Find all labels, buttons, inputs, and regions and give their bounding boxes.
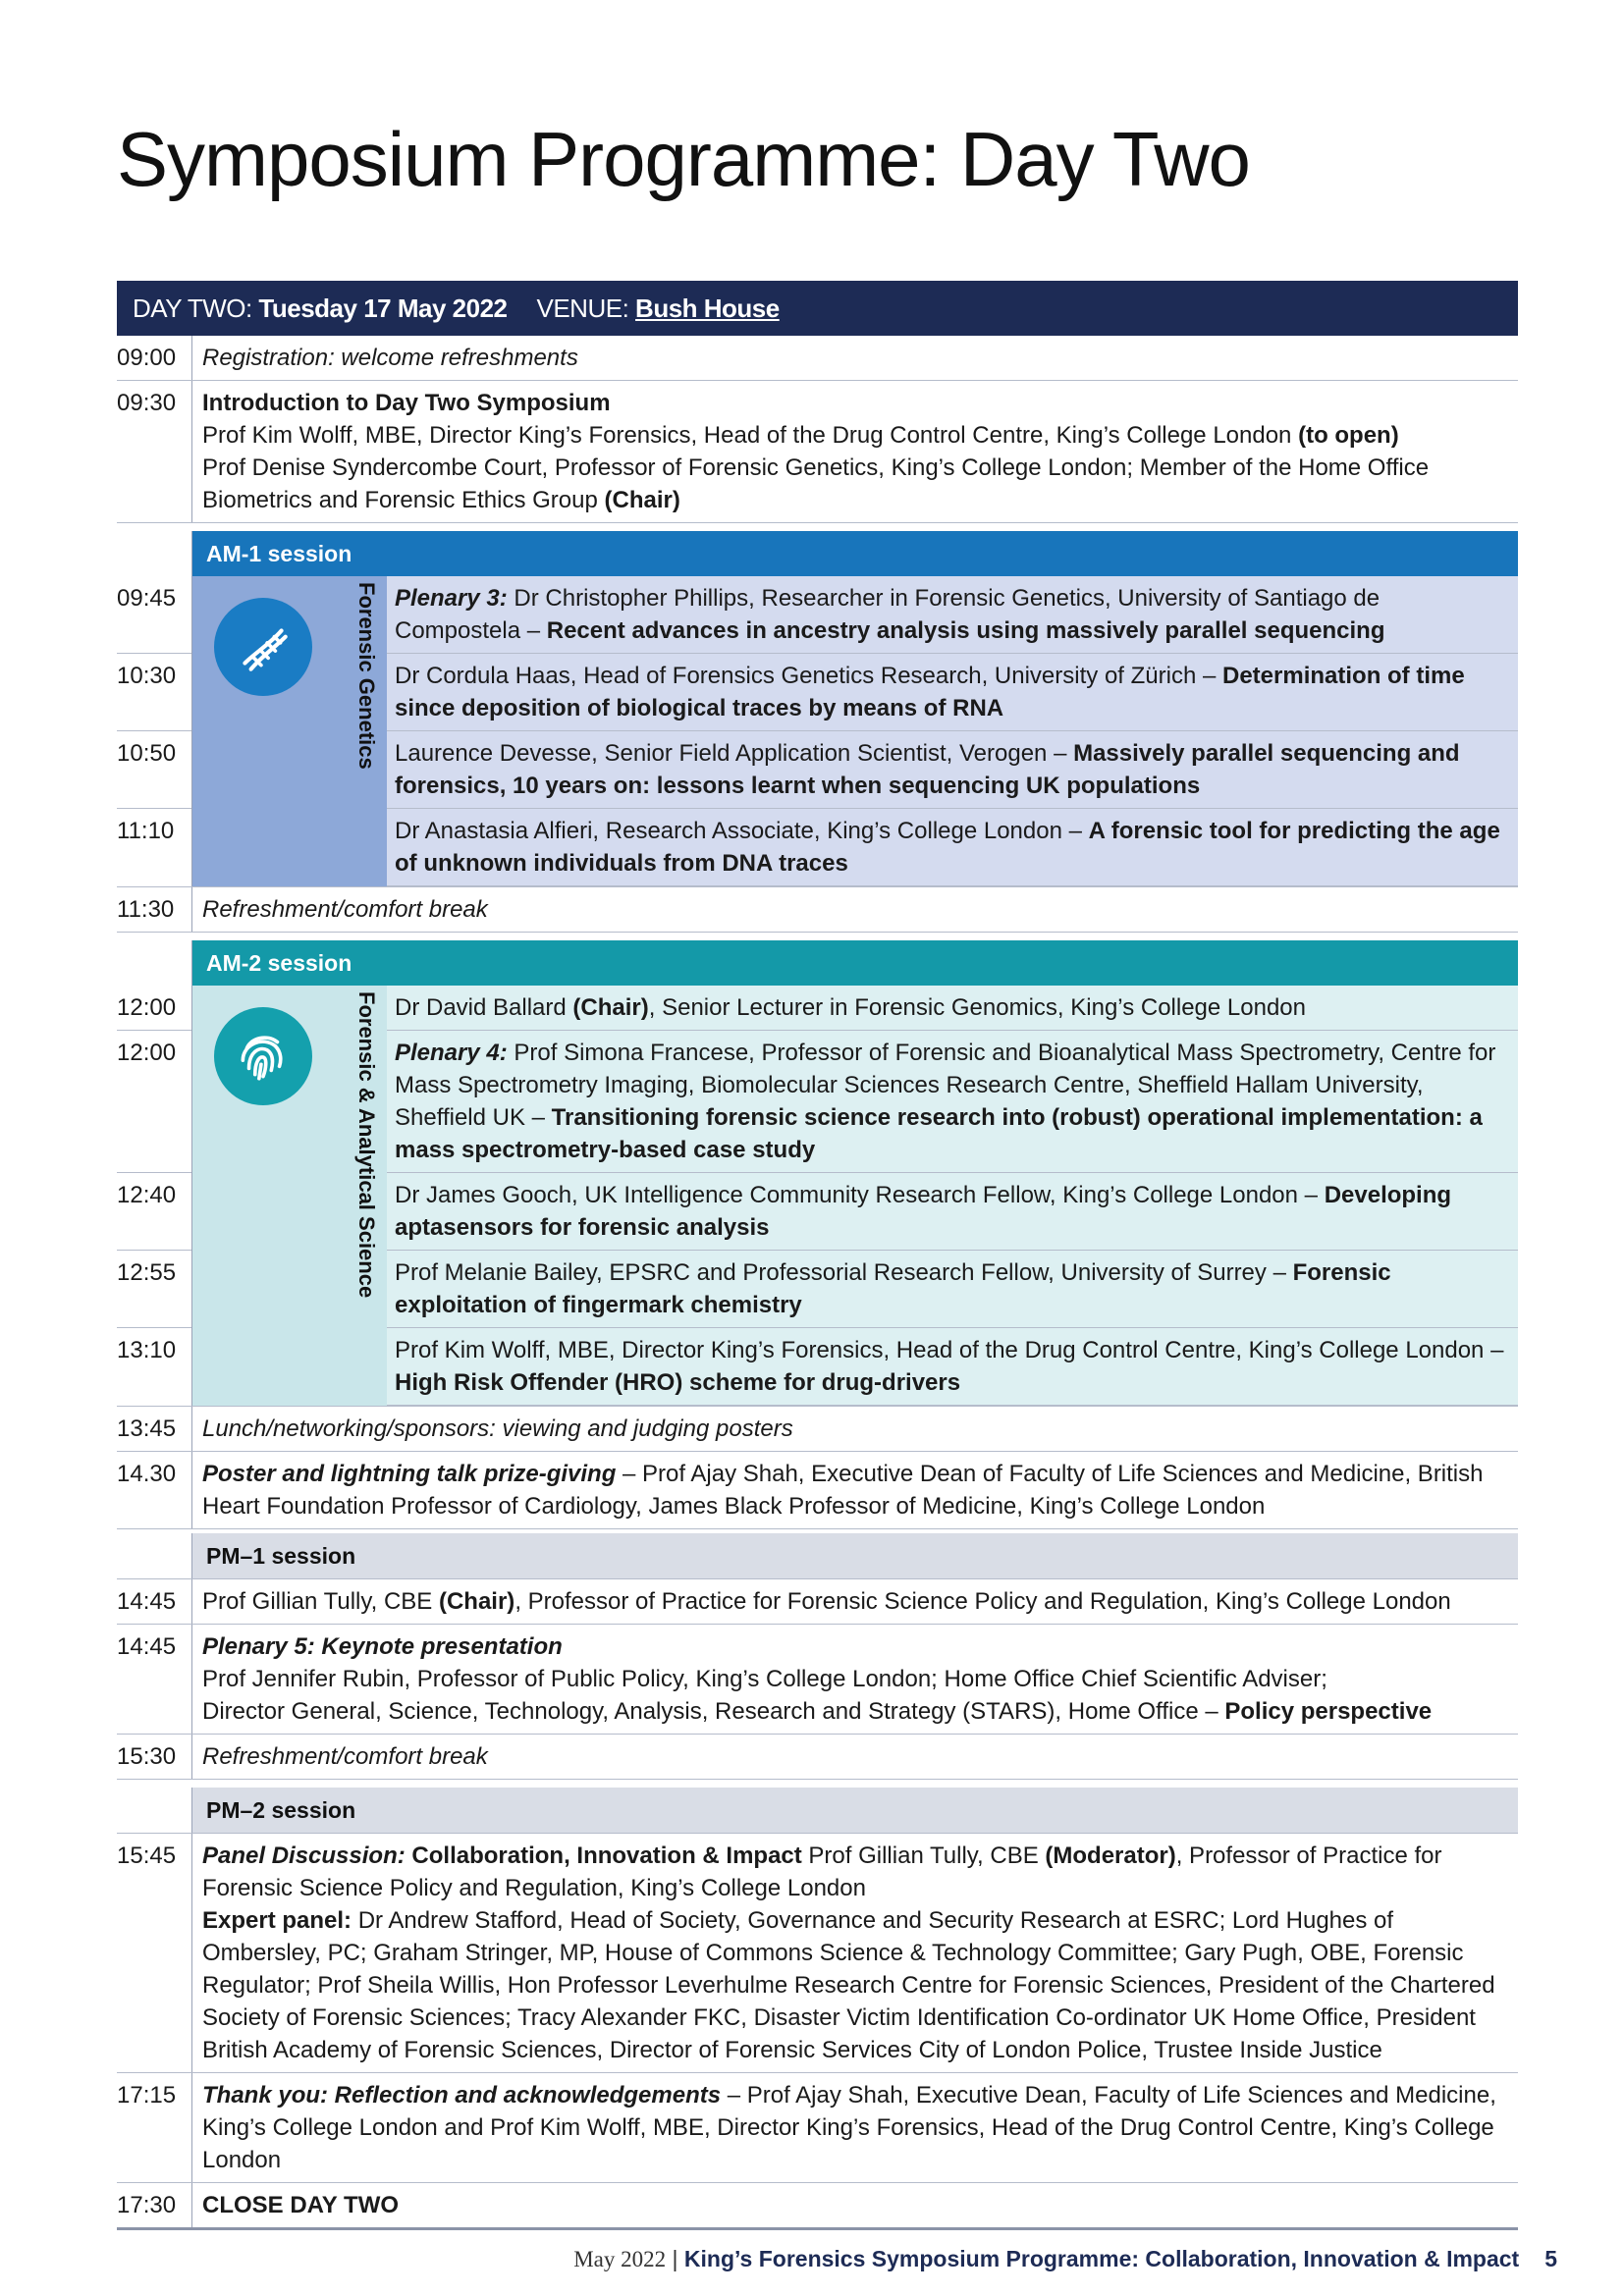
row-time: 14.30 (117, 1452, 192, 1528)
day-date: Tuesday 17 May 2022 (258, 293, 508, 323)
row-talk-title: High Risk Offender (HRO) scheme for drug-drivers (395, 1369, 961, 1396)
row-lead: Thank you: Reflection and acknowledgements (202, 2082, 722, 2109)
row-content (192, 1834, 1518, 2072)
venue-name: Bush House (635, 293, 780, 323)
pm1-session (117, 1533, 1518, 1578)
row-text: – Prof Ajay Shah, Executive Dean, Faculty of Life Sciences and Medicine, King’s College London and Prof Kim Wolff, MBE, Director King’s Forensics, Head of the Drug Control Centre, King’s College London (202, 2082, 1496, 2173)
footer-date: May 2022 (573, 2247, 667, 2271)
row-text: Refreshment/comfort break (202, 1743, 488, 1770)
session-item (387, 809, 1518, 886)
row-role: (Moderator) (1045, 1842, 1176, 1869)
am2-session (117, 940, 1518, 1406)
row-text: Dr David Ballard (395, 994, 573, 1021)
schedule-row (117, 381, 1518, 523)
row-time: 12:00 (117, 1031, 191, 1173)
fingerprint-icon (214, 1007, 312, 1105)
row-role: (to open) (1298, 422, 1399, 449)
row-time: 09:45 (117, 576, 191, 654)
row-text: , Professor of Practice for Forensic Science Policy and Regulation, King’s College London (202, 1842, 1442, 1901)
session-item (387, 654, 1518, 731)
row-role: (Chair) (604, 487, 680, 513)
row-content (192, 2073, 1518, 2182)
theme-label: Forensic Genetics (354, 582, 379, 770)
row-talk-title: Collaboration, Innovation & Impact (405, 1842, 802, 1869)
session-item (387, 1328, 1518, 1406)
row-lead: Plenary 3: (395, 585, 508, 612)
row-content (192, 1579, 1518, 1624)
row-text: Director General, Science, Technology, Analysis, Research and Strategy (STARS), Home Office – (202, 1698, 1225, 1725)
session-item (387, 731, 1518, 809)
dna-icon (214, 598, 312, 696)
row-text: , Professor of Practice for Forensic Science Policy and Regulation, King’s College London (514, 1588, 1451, 1615)
row-lead: Plenary 4: (395, 1040, 508, 1066)
row-content (192, 1625, 1518, 1734)
pm2-session (117, 1788, 1518, 1833)
row-talk-title: Policy perspective (1224, 1698, 1433, 1725)
row-lead: Poster and lightning talk prize-giving (202, 1461, 617, 1487)
panel-label: Expert panel: (202, 1907, 352, 1934)
row-time: 14:45 (117, 1625, 192, 1734)
theme-label: Forensic & Analytical Science (354, 991, 379, 1299)
row-text: Prof Kim Wolff, MBE, Director King’s Forensics, Head of the Drug Control Centre, King’s College London (202, 422, 1299, 449)
session-label: AM-1 session (192, 531, 1518, 576)
row-time: 13:45 (117, 1407, 192, 1451)
row-text: Laurence Devesse, Senior Field Application Scientist, Verogen – (395, 740, 1074, 767)
schedule-row (117, 336, 1518, 381)
row-text: Prof Gillian Tully, CBE (202, 1588, 439, 1615)
row-text: Dr Christopher Phillips, Researcher in Forensic Genetics, University of Santiago de Compostela – (395, 585, 1380, 644)
row-lead: Plenary 5: Keynote presentation (202, 1633, 563, 1660)
session-label: PM–2 session (192, 1788, 1518, 1833)
row-talk-title: Massively parallel sequencing and forensics, 10 years on: lessons learnt when sequencing UK populations (395, 740, 1460, 799)
footer-separator: | (666, 2246, 684, 2271)
row-talk-title: A forensic tool for predicting the age of unknown individuals from DNA traces (395, 818, 1500, 877)
row-content (192, 381, 1518, 522)
page-footer (0, 2246, 1557, 2272)
row-lead: Panel Discussion: (202, 1842, 406, 1869)
schedule-row (117, 886, 1518, 933)
row-text: – Prof Ajay Shah, Executive Dean of Faculty of Life Sciences and Medicine, British Heart Foundation Professor of Cardiology, James Black Professor of Medicine, King’s College London (202, 1461, 1484, 1520)
session-label: AM-2 session (192, 940, 1518, 986)
venue-label: VENUE: (536, 293, 629, 323)
session-item (387, 1173, 1518, 1251)
day-header (117, 281, 1518, 336)
row-talk-title: Determination of time since deposition of biological traces by means of RNA (395, 663, 1465, 721)
row-text: CLOSE DAY TWO (202, 2192, 400, 2218)
row-time: 12:40 (117, 1173, 191, 1251)
session-item (387, 1031, 1518, 1173)
row-text: Dr James Gooch, UK Intelligence Community Research Fellow, King’s College London – (395, 1182, 1325, 1208)
row-time: 10:50 (117, 731, 191, 809)
schedule-row (117, 1406, 1518, 1452)
schedule-row (117, 1452, 1518, 1529)
row-time: 11:30 (117, 887, 192, 932)
schedule-row (117, 2073, 1518, 2183)
row-time: 09:30 (117, 381, 192, 522)
row-time: 17:15 (117, 2073, 192, 2182)
row-text: Lunch/networking/sponsors: viewing and judging posters (202, 1415, 793, 1442)
row-time: 11:10 (117, 818, 175, 844)
schedule-row (117, 1735, 1518, 1780)
row-time: 17:30 (117, 2183, 192, 2227)
row-time: 12:55 (117, 1251, 191, 1328)
row-talk-title: Transitioning forensic science research into (robust) operational implementation: a mass spectrometry-based case study (395, 1104, 1483, 1163)
row-talk-title: Developing aptasensors for forensic analysis (395, 1182, 1452, 1241)
programme-table (117, 281, 1518, 2230)
row-text: Prof Kim Wolff, MBE, Director King’s Forensics, Head of the Drug Control Centre, King’s College London – (395, 1337, 1504, 1363)
session-item (387, 1251, 1518, 1328)
row-time: 12:00 (117, 986, 191, 1031)
row-text: Registration: welcome refreshments (202, 345, 578, 371)
session-label: PM–1 session (192, 1533, 1518, 1578)
schedule-row (117, 2183, 1518, 2230)
row-talk-title: Forensic exploitation of fingermark chemistry (395, 1259, 1391, 1318)
row-talk-title: Recent advances in ancestry analysis using massively parallel sequencing (546, 617, 1385, 644)
session-item (387, 576, 1518, 654)
row-text: Refreshment/comfort break (202, 896, 488, 923)
row-text: Prof Gillian Tully, CBE (801, 1842, 1046, 1869)
row-time: 15:45 (117, 1834, 192, 2072)
row-title: Introduction to Day Two Symposium (202, 390, 611, 416)
theme-panel (191, 986, 387, 1406)
day-label: DAY TWO: (133, 293, 252, 323)
theme-panel (191, 576, 387, 886)
row-time: 10:30 (117, 654, 191, 731)
panel-text: Dr Andrew Stafford, Head of Society, Governance and Security Research at ESRC; Lord Hughes of Ombersley, PC; Graham Stringer, MP, House of Commons Science & Technology Committee; Gary Pugh, OBE, Forensic Regulator; Prof Sheila Willis, Hon Professor Leverhulme Research Centre for Forensic Sciences, President of the Chartered Society of Forensic Sciences; Tracy Alexander FKC, Disaster Victim Identification Co-ordinator UK Home Office, President British Academy of Forensic Sciences, Director of Forensic Services City of London Police, Trustee Inside Justice (202, 1907, 1495, 2063)
row-time: 13:10 (117, 1337, 177, 1363)
row-text: Prof Jennifer Rubin, Professor of Public Policy, King’s College London; Home Office Chief Scientific Adviser; (202, 1666, 1327, 1692)
footer-publication: King’s Forensics Symposium Programme: Collaboration, Innovation & Impact (683, 2246, 1520, 2271)
row-text: Dr Cordula Haas, Head of Forensics Genetics Research, University of Zürich – (395, 663, 1222, 689)
am1-session (117, 531, 1518, 886)
row-text: Prof Denise Syndercombe Court, Professor of Forensic Genetics, King’s College London; Member of the Home Office Biometrics and Forensic Ethics Group (202, 454, 1430, 513)
page-number: 5 (1544, 2246, 1557, 2271)
row-time: 09:00 (117, 336, 192, 380)
row-text: , Senior Lecturer in Forensic Genomics, King’s College London (648, 994, 1306, 1021)
schedule-row (117, 1833, 1518, 2073)
page-title: Symposium Programme: Day Two (117, 116, 1250, 202)
row-role: (Chair) (572, 994, 649, 1021)
row-text: Prof Melanie Bailey, EPSRC and Professorial Research Fellow, University of Surrey – (395, 1259, 1293, 1286)
session-item (387, 986, 1518, 1031)
row-role: (Chair) (438, 1588, 515, 1615)
row-content (192, 1452, 1518, 1528)
row-text: Dr Anastasia Alfieri, Research Associate, King’s College London – (395, 818, 1089, 844)
schedule-row (117, 1625, 1518, 1735)
schedule-row (117, 1578, 1518, 1625)
row-text: Prof Simona Francese, Professor of Forensic and Bioanalytical Mass Spectrometry, Centre for Mass Spectrometry Imaging, Biomolecular Sciences Research Centre, Sheffield Hallam University, Sheffield UK – (395, 1040, 1496, 1131)
row-time: 15:30 (117, 1735, 192, 1779)
row-time: 14:45 (117, 1579, 192, 1624)
